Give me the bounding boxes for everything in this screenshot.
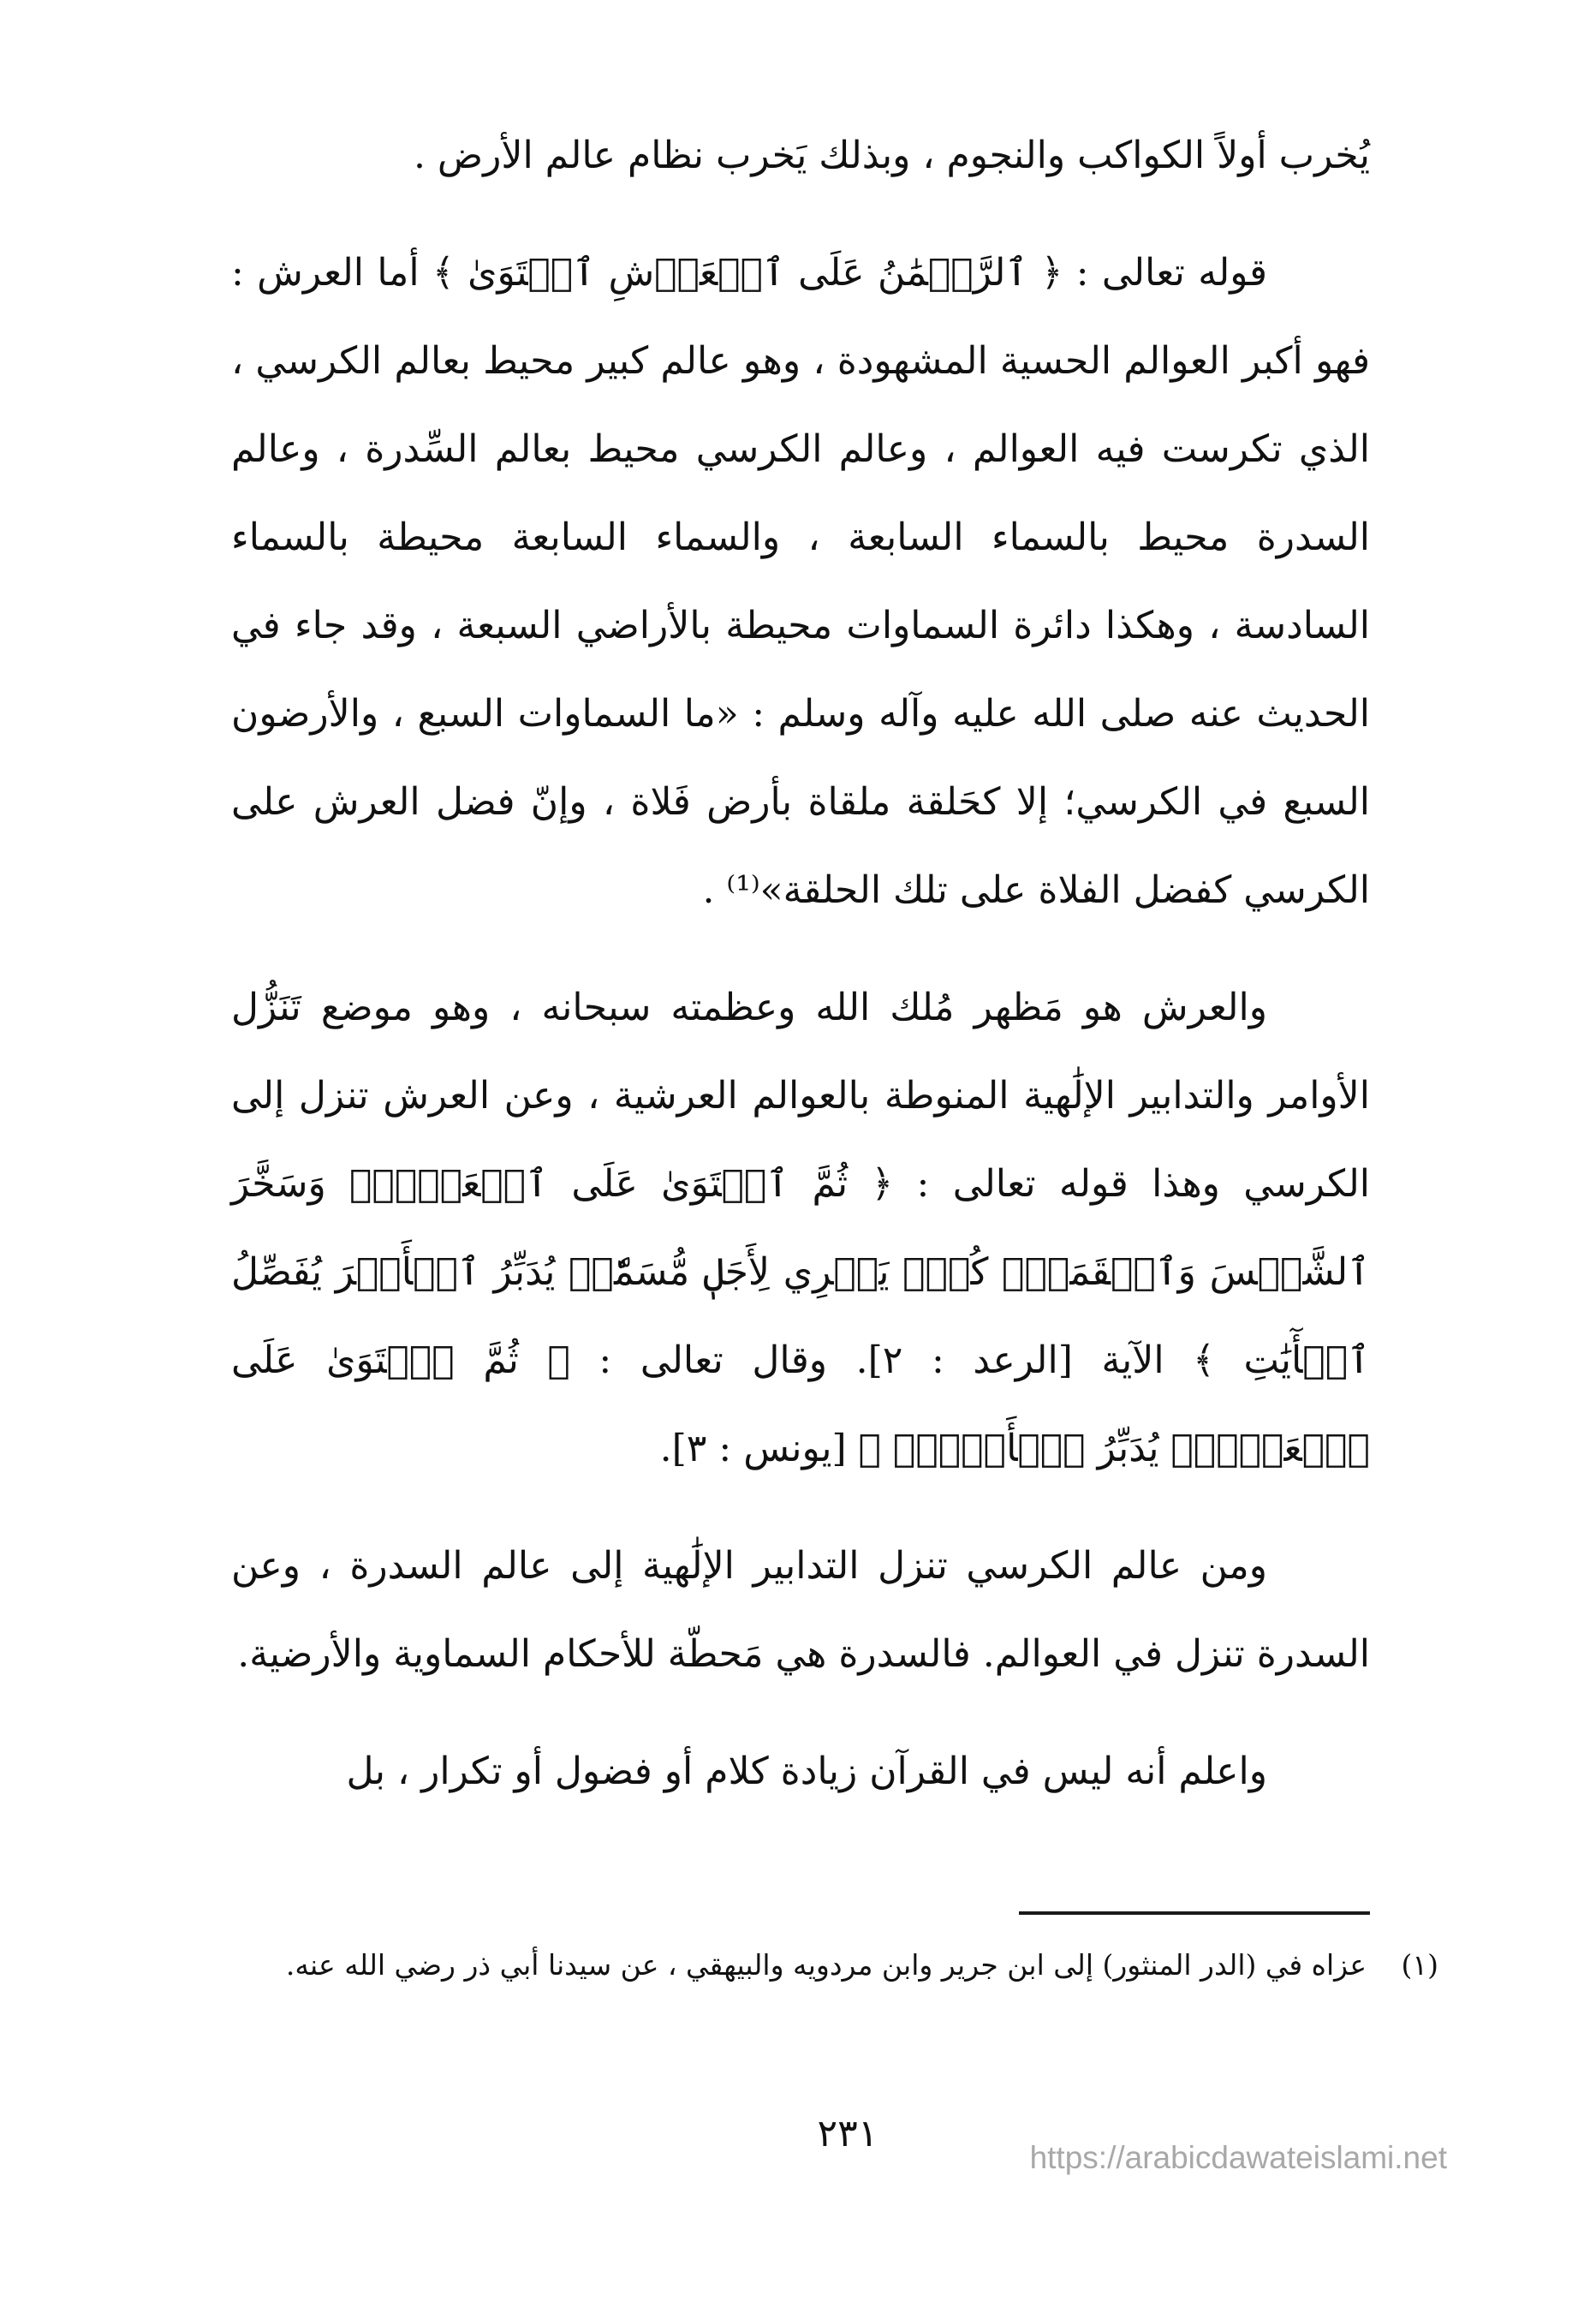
paragraph-throne-verse: قوله تعالى : ﴿ ٱلرَّحۡمَٰنُ عَلَى ٱلۡعَرۡشِ ٱسۡتَوَىٰ ﴾ أما العرش : فهو أكبر العوالم الحسية المشهودة ، وهو عالم كبير محيط بعالم الكرسي ، الذي تكرست فيه العوالم ، وعالم الكرسي محيط بعالم السِّدرة ، وعالم السدرة محيط بالسماء السابعة ، والسماء السابعة محيطة بالسماء السادسة ، وهكذا دائرة السماوات محيطة بالأراضي السبعة ، وقد جاء في الحديث عنه صلى الله عليه وآله وسلم : «ما السماوات السبع ، والأرضون السبع في الكرسي؛ إلا كحَلقة ملقاة بأرض فَلاة ، وإنّ فضل العرش على الكرسي كفضل الفلاة على تلك الحلقة»⁽¹⁾ . bbox=[231, 251, 1370, 912]
footnote-marker: (١) bbox=[1401, 1948, 1438, 1982]
page-number: ٢٣١ bbox=[817, 2112, 878, 2155]
footnote-line bbox=[231, 1937, 1438, 1994]
footnote bbox=[231, 1937, 1438, 1994]
main-text bbox=[231, 111, 1370, 1815]
footnote-separator bbox=[1019, 1911, 1370, 1915]
paragraph-continuation: يُخرب أولاً الكواكب والنجوم ، وبذلك يَخرب نظام عالم الأرض . bbox=[413, 134, 1370, 177]
paragraph-throne-meaning: والعرش هو مَظهر مُلك الله وعظمته سبحانه ، وهو موضع تَنَزُّل الأوامر والتدابير الإلَٰهية المنوطة بالعوالم العرشية ، وعن العرش تنزل إلى الكرسي وهذا قوله تعالى : ﴿ ثُمَّ ٱسۡتَوَىٰ عَلَى ٱلۡعَرۡشِۖ وَسَخَّرَ ٱلشَّمۡسَ وَٱلۡقَمَرَۖ كُلّٞ يَجۡرِي لِأَجَلٖ مُّسَمّٗىۚ يُدَبِّرُ ٱلۡأَمۡرَ يُفَصِّلُ ٱلۡأٓيَٰتِ ﴾ الآية [الرعد : ٢]. وقال تعالى : ﴿ ثُمَّ ٱسۡتَوَىٰ عَلَى ٱلۡعَرۡشِۖ يُدَبِّرُ ٱلۡأَمۡرَۖ ﴾ [يونس : ٣]. bbox=[231, 986, 1371, 1470]
paragraph-quran-note: واعلم أنه ليس في القرآن زيادة كلام أو فضول أو تكرار ، بل bbox=[346, 1750, 1267, 1793]
paragraph-kursi-sidra: ومن عالم الكرسي تنزل التدابير الإلَٰهية إلى عالم السدرة ، وعن السدرة تنزل في العوالم. فالسدرة هي مَحطّة للأحكام السماوية والأرضية. bbox=[231, 1544, 1370, 1676]
footnote-text: عزاه في (الدر المنثور) إلى ابن جرير وابن مردويه والبيهقي ، عن سيدنا أبي ذر رضي الله عنه. bbox=[285, 1948, 1367, 1982]
watermark-url: https://arabicdawateislami.net bbox=[1029, 2140, 1447, 2175]
